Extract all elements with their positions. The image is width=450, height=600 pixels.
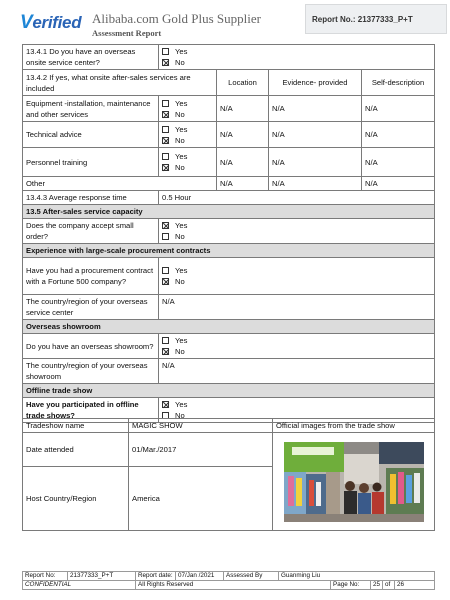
option-yes[interactable]: Yes [162,124,213,135]
page-footer [22,571,435,590]
option-no[interactable]: No [162,162,213,173]
cell-value: N/A [217,122,269,148]
photo-cell [273,433,435,531]
option-no[interactable]: No [162,109,213,120]
footer-confidential: CONFIDENTIAL [23,581,136,590]
cell-value: N/A [362,122,435,148]
cell-value: N/A [269,122,362,148]
option-no[interactable]: No [162,57,431,68]
date-label: Date attended [23,433,129,467]
cell-value: N/A [217,96,269,122]
option-no[interactable]: No [162,346,431,357]
checkbox-checked-icon[interactable] [162,59,169,66]
footer-page-label: Page No: [331,581,371,590]
service-label: Other [23,177,217,191]
cell-value: N/A [362,96,435,122]
question-label: 13.4.1 Do you have an overseas onsite service center? [23,45,159,70]
option-yes[interactable]: Yes [162,220,431,231]
footer-rights: All Rights Reserved [136,581,331,590]
checkbox-cell [159,219,435,244]
checkbox-checked-icon[interactable] [162,401,169,408]
country-value: America [129,467,273,531]
table-row [23,334,435,359]
tradeshow-name-value: MAGIC SHOW [129,419,273,433]
table-row [23,45,435,70]
checkbox-empty-icon[interactable] [162,126,169,133]
footer-page-current: 25 [371,581,383,590]
option-no[interactable]: No [162,276,431,287]
question-label: Have you had a procurement contract with a Fortune 500 company? [23,258,159,295]
section-header: Offline trade show [23,384,435,398]
checkbox-checked-icon[interactable] [162,111,169,118]
option-no[interactable]: No [162,135,213,146]
question-label: Do you have an overseas showroom? [23,334,159,359]
option-yes[interactable]: Yes [162,151,213,162]
section-header: Experience with large-scale procurement contracts [23,244,435,258]
report-title: Alibaba.com Gold Plus Supplier [92,11,261,26]
cell-value: N/A [217,177,269,191]
checkbox-checked-icon[interactable] [162,164,169,171]
report-subtitle: Assessment Report [92,28,162,38]
option-yes[interactable]: Yes [162,399,431,410]
table-row [23,219,435,244]
option-no[interactable]: No [162,231,431,242]
checkbox-checked-icon[interactable] [162,348,169,355]
checkbox-cell [159,45,435,70]
table-row [23,148,435,177]
footer-page-of: of [383,581,395,590]
option-yes[interactable]: Yes [162,46,431,57]
checkbox-cell [159,334,435,359]
tradeshow-booth-image [284,442,424,522]
images-label: Official images from the trade show [273,419,435,433]
checkbox-empty-icon[interactable] [162,153,169,160]
section-header: Overseas showroom [23,320,435,334]
option-yes[interactable]: Yes [162,98,213,109]
table-row [23,70,435,96]
footer-report-date-label: Report date: [136,572,176,581]
logo-letter-v: V [20,12,33,33]
checkbox-empty-icon[interactable] [162,100,169,107]
tradeshow-photo [284,442,424,522]
report-number-box: Report No.: 21377333_P+T [305,4,447,34]
table-row [23,433,435,467]
option-yes[interactable]: Yes [162,265,431,276]
checkbox-empty-icon[interactable] [162,337,169,344]
cell-value: N/A [362,177,435,191]
checkbox-empty-icon[interactable] [162,233,169,240]
checkbox-empty-icon[interactable] [162,267,169,274]
question-label: 13.4.3 Average response time [23,191,159,205]
question-label: 13.4.2 If yes, what onsite after-sales services are included [23,70,217,96]
cell-value: N/A [362,148,435,177]
verified-logo [20,12,81,34]
logo-text: erified [32,13,82,32]
checkbox-checked-icon[interactable] [162,137,169,144]
answer-value: N/A [159,359,435,384]
question-label: Does the company accept small order? [23,219,159,244]
checkbox-cell [159,122,217,148]
table-row [23,205,435,219]
tradeshow-name-label: Tradeshow name [23,419,129,433]
checkbox-cell [159,258,435,295]
country-label: Host Country/Region [23,467,129,531]
footer-report-date-value: 07/Jan /2021 [176,572,224,581]
answer-value: N/A [159,295,435,320]
table-row [23,96,435,122]
table-row [23,177,435,191]
option-yes[interactable]: Yes [162,335,431,346]
service-label: Personnel training [23,148,159,177]
checkbox-cell [159,96,217,122]
footer-page-total: 26 [395,581,435,590]
checkbox-cell [159,148,217,177]
service-label: Technical advice [23,122,159,148]
checkbox-checked-icon[interactable] [162,278,169,285]
footer-report-no-label: Report No: [23,572,68,581]
table-row [23,359,435,384]
answer-value: 0.5 Hour [159,191,435,205]
table-row [23,320,435,334]
date-value: 01/Mar./2017 [129,433,273,467]
table-row [23,122,435,148]
question-label: The country/region of your overseas showroom [23,359,159,384]
footer-report-no-value: 21377333_P+T [68,572,136,581]
column-header-location: Location [217,70,269,96]
cell-value: N/A [269,96,362,122]
cell-value: N/A [269,177,362,191]
checkbox-checked-icon[interactable] [162,222,169,229]
question-label: The country/region of your overseas service center [23,295,159,320]
column-header-evidence: Evidence- provided [269,70,362,96]
table-row [23,295,435,320]
assessment-table [22,44,435,423]
section-header: 13.5 After-sales service capacity [23,205,435,219]
table-row [23,419,435,433]
table-row [23,191,435,205]
option-no[interactable]: No [162,410,431,421]
footer-assessed-label: Assessed By [224,572,279,581]
table-row [23,384,435,398]
column-header-self-description: Self-description [362,70,435,96]
report-titles [92,11,261,38]
table-row [23,258,435,295]
cell-value: N/A [217,148,269,177]
checkbox-empty-icon[interactable] [162,48,169,55]
table-row [23,244,435,258]
service-label: Equipment -installation, maintenance and other services [23,96,159,122]
footer-assessed-value: Guanming Liu [279,572,435,581]
cell-value: N/A [269,148,362,177]
question-label: Have you participated in offline trade shows? [23,398,159,423]
tradeshow-table [22,418,435,531]
